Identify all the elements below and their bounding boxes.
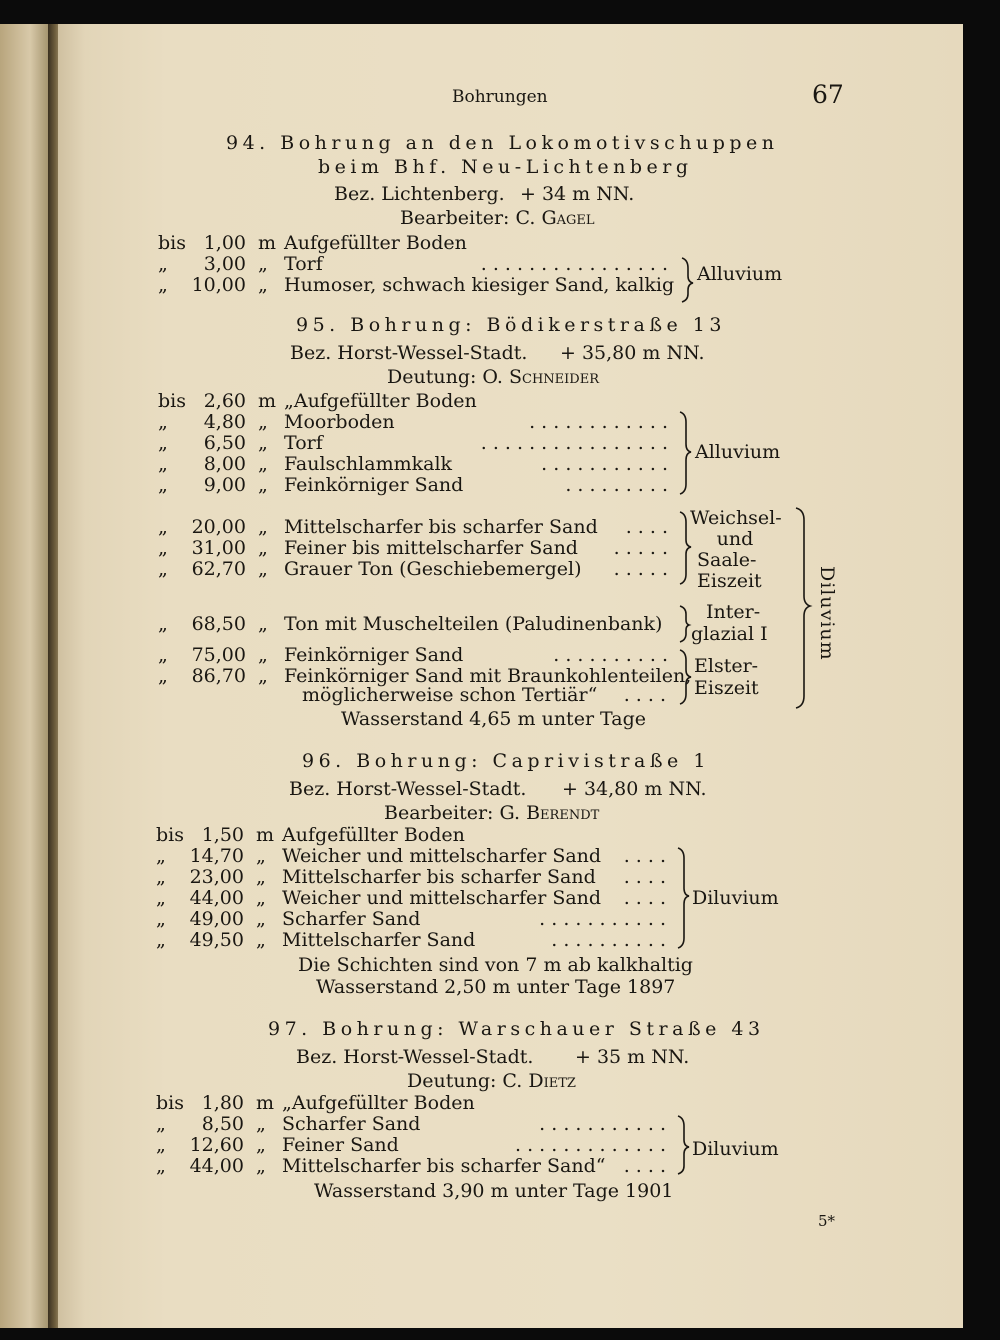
- bore95-continuation: möglicherweise schon Tertiär“: [302, 684, 598, 706]
- page-number: 67: [812, 80, 844, 109]
- row-depth: 8,50: [201, 1113, 244, 1135]
- bore94-title-line2: beim Bhf. Neu-Lichtenberg: [318, 156, 693, 178]
- row-depth: 49,50: [189, 929, 244, 951]
- bore97-title: 97. Bohrung: Warschauer Straße 43: [268, 1018, 765, 1040]
- row-leader-dots: . . . . . . . . . . .: [539, 1113, 666, 1135]
- bore97-water: Wasserstand 3,90 m unter Tage 1901: [314, 1180, 674, 1202]
- brace-95-elster: [680, 650, 691, 704]
- row-prefix: bis: [158, 232, 186, 254]
- row-depth: 1,50: [201, 824, 244, 846]
- row-leader-dots: . . . . . . . . . . . .: [529, 411, 668, 433]
- row-prefix: „: [156, 929, 166, 951]
- row-depth: 49,00: [189, 908, 244, 930]
- row-unit: „: [256, 845, 266, 867]
- row-depth: 86,70: [191, 665, 246, 687]
- brace-95-interglazial: [680, 606, 689, 642]
- row-unit: m: [258, 232, 277, 254]
- row-description: „Aufgefüllter Boden: [282, 1092, 475, 1114]
- bore95-group-elster-2: Eiszeit: [694, 677, 759, 699]
- row-leader-dots: . . . . . . . . . .: [553, 644, 668, 666]
- row-prefix: „: [156, 887, 166, 909]
- row-description: Scharfer Sand: [282, 1113, 421, 1135]
- row-unit: „: [258, 474, 268, 496]
- bore97-editor: Deutung: C. Dietz: [407, 1070, 576, 1092]
- row-depth: 9,00: [203, 474, 246, 496]
- row-leader-dots: . . . .: [623, 887, 666, 909]
- row-depth: 20,00: [191, 516, 246, 538]
- bore94-title-line1: 94. Bohrung an den Lokomotivschuppen: [226, 132, 779, 154]
- row-prefix: bis: [156, 1092, 184, 1114]
- row-unit: „: [256, 908, 266, 930]
- row-unit: „: [258, 558, 268, 580]
- row-prefix: „: [158, 453, 168, 475]
- row-leader-dots: . . . .: [623, 1155, 666, 1177]
- row-description: Torf: [284, 432, 323, 454]
- row-unit: „: [258, 537, 268, 559]
- brace-95-diluvium: [796, 508, 810, 708]
- bore95-group-alluvium: Alluvium: [695, 441, 781, 463]
- row-prefix: „: [158, 537, 168, 559]
- row-leader-dots: . . . .: [623, 845, 666, 867]
- bore97-district: Bez. Horst-Wessel-Stadt.: [296, 1046, 534, 1068]
- row-depth: 1,00: [203, 232, 246, 254]
- row-description: Feinkörniger Sand: [284, 474, 464, 496]
- brace-95-alluvium: [680, 412, 691, 494]
- row-leader-dots: . . . . . . . . . . . . . . . .: [480, 432, 668, 454]
- bore95-group-diluvium: Diluvium: [816, 566, 838, 661]
- row-prefix: „: [158, 411, 168, 433]
- row-depth: 23,00: [189, 866, 244, 888]
- row-depth: 44,00: [189, 887, 244, 909]
- row-unit: „: [258, 411, 268, 433]
- row-unit: m: [258, 390, 277, 412]
- row-depth: 3,00: [203, 253, 246, 275]
- brace-97-diluvium: [678, 1116, 689, 1174]
- bore94-group-label: Alluvium: [697, 263, 783, 285]
- row-depth: 14,70: [189, 845, 244, 867]
- row-prefix: „: [158, 474, 168, 496]
- row-unit: „: [258, 453, 268, 475]
- row-depth: 1,80: [201, 1092, 244, 1114]
- bore95-elevation: + 35,80 m NN.: [560, 342, 705, 364]
- row-depth: 6,50: [203, 432, 246, 454]
- row-depth: 31,00: [191, 537, 246, 559]
- bore95-group-weichsel-4: Eiszeit: [697, 570, 762, 592]
- row-unit: m: [256, 824, 275, 846]
- row-leader-dots: . . . . . . . . . . . . .: [515, 1134, 666, 1156]
- row-description: Faulschlammkalk: [284, 453, 453, 475]
- row-leader-dots: . . . .: [625, 516, 668, 538]
- row-leader-dots: . . . . . . . . .: [565, 474, 668, 496]
- row-depth: 8,00: [203, 453, 246, 475]
- row-prefix: bis: [158, 390, 186, 412]
- bore95-group-inter-2: glazial I: [691, 623, 768, 645]
- bore94-elevation: + 34 m NN.: [520, 183, 635, 205]
- row-depth: 12,60: [189, 1134, 244, 1156]
- bore95-group-weichsel-3: Saale-: [697, 549, 757, 571]
- row-description: Grauer Ton (Geschiebemergel): [284, 558, 582, 580]
- row-description: Feiner Sand: [282, 1134, 399, 1156]
- row-prefix: bis: [156, 824, 184, 846]
- bore95-group-weichsel-2: und: [716, 528, 754, 550]
- bore94-district: Bez. Lichtenberg.: [334, 183, 505, 205]
- row-description: Mittelscharfer bis scharfer Sand: [282, 866, 596, 888]
- row-unit: m: [256, 1092, 275, 1114]
- row-depth: 4,80: [203, 411, 246, 433]
- row-description: „Aufgefüllter Boden: [284, 390, 477, 412]
- bore95-water: Wasserstand 4,65 m unter Tage: [341, 708, 646, 730]
- row-prefix: „: [156, 1113, 166, 1135]
- row-leader-dots: . . . . .: [613, 558, 668, 580]
- running-head: Bohrungen: [452, 87, 548, 107]
- row-description: Weicher und mittelscharfer Sand: [282, 845, 602, 867]
- row-prefix: „: [158, 253, 168, 275]
- row-unit: „: [258, 253, 268, 275]
- row-unit: „: [256, 887, 266, 909]
- row-description: Mittelscharfer bis scharfer Sand“: [282, 1155, 606, 1177]
- bore96-district: Bez. Horst-Wessel-Stadt.: [289, 778, 527, 800]
- row-prefix: „: [156, 1155, 166, 1177]
- bore96-editor: Bearbeiter: G. Berendt: [384, 802, 600, 824]
- row-unit: „: [256, 1155, 266, 1177]
- row-description: Feinkörniger Sand mit Braunkohlenteilen,: [284, 665, 692, 687]
- bore96-title: 96. Bohrung: Caprivistraße 1: [302, 750, 710, 772]
- row-unit: „: [258, 516, 268, 538]
- bore95-continuation-dots: . . . .: [623, 684, 666, 706]
- row-description: Aufgefüllter Boden: [282, 824, 465, 846]
- row-description: Weicher und mittelscharfer Sand: [282, 887, 602, 909]
- row-unit: „: [256, 929, 266, 951]
- brace-96-diluvium: [678, 848, 689, 948]
- row-depth: 44,00: [189, 1155, 244, 1177]
- row-description: Moorboden: [284, 411, 395, 433]
- row-prefix: „: [156, 1134, 166, 1156]
- row-depth: 75,00: [191, 644, 246, 666]
- row-depth: 2,60: [203, 390, 246, 412]
- bore95-group-elster-1: Elster-: [694, 655, 759, 677]
- row-prefix: „: [158, 644, 168, 666]
- row-leader-dots: . . . .: [623, 866, 666, 888]
- bore96-elevation: + 34,80 m NN.: [562, 778, 707, 800]
- row-prefix: „: [156, 845, 166, 867]
- row-description: Feiner bis mittelscharfer Sand: [284, 537, 578, 559]
- row-unit: „: [258, 274, 268, 296]
- row-unit: „: [256, 1134, 266, 1156]
- bore95-district: Bez. Horst-Wessel-Stadt.: [290, 342, 528, 364]
- row-leader-dots: . . . . . . . . . . .: [539, 908, 666, 930]
- row-unit: „: [258, 432, 268, 454]
- row-depth: 62,70: [191, 558, 246, 580]
- row-leader-dots: . . . . .: [613, 537, 668, 559]
- row-depth: 10,00: [191, 274, 246, 296]
- row-prefix: „: [156, 908, 166, 930]
- row-description: Feinkörniger Sand: [284, 644, 464, 666]
- row-description: Mittelscharfer bis scharfer Sand: [284, 516, 598, 538]
- bore94-editor: Bearbeiter: C. Gagel: [400, 207, 595, 229]
- row-leader-dots: . . . . . . . . . . .: [541, 453, 668, 475]
- brace-95-weichsel: [680, 512, 691, 584]
- bore97-elevation: + 35 m NN.: [575, 1046, 690, 1068]
- row-unit: „: [258, 613, 268, 635]
- row-prefix: „: [158, 432, 168, 454]
- bore95-editor: Deutung: O. Schneider: [387, 366, 599, 388]
- row-unit: „: [258, 665, 268, 687]
- row-unit: „: [256, 1113, 266, 1135]
- row-prefix: „: [158, 665, 168, 687]
- row-prefix: „: [158, 516, 168, 538]
- row-prefix: „: [156, 866, 166, 888]
- bore97-group-label: Diluvium: [692, 1138, 779, 1160]
- row-description: Humoser, schwach kiesiger Sand, kalkig: [284, 274, 675, 296]
- row-description: Torf: [284, 253, 323, 275]
- row-description: Scharfer Sand: [282, 908, 421, 930]
- bore96-note-calcareous: Die Schichten sind von 7 m ab kalkhaltig: [298, 954, 693, 976]
- bore96-group-label: Diluvium: [692, 887, 779, 909]
- brace-94-alluvium: [682, 258, 693, 302]
- bore95-group-weichsel-1: Weichsel-: [690, 507, 782, 529]
- row-description: Aufgefüllter Boden: [284, 232, 467, 254]
- bore95-group-inter-1: Inter-: [706, 601, 761, 623]
- row-prefix: „: [158, 558, 168, 580]
- row-depth: 68,50: [191, 613, 246, 635]
- row-leader-dots: . . . . . . . . . . . . . . . .: [480, 253, 668, 275]
- bore96-water: Wasserstand 2,50 m unter Tage 1897: [316, 976, 676, 998]
- row-leader-dots: . . . . . . . . . .: [551, 929, 666, 951]
- row-unit: „: [256, 866, 266, 888]
- signature-mark: 5*: [818, 1212, 836, 1230]
- row-prefix: „: [158, 613, 168, 635]
- row-prefix: „: [158, 274, 168, 296]
- bore95-title: 95. Bohrung: Bödikerstraße 13: [296, 314, 726, 336]
- row-description: Mittelscharfer Sand: [282, 929, 476, 951]
- row-description: Ton mit Muschelteilen (Paludinenbank): [284, 613, 663, 635]
- row-unit: „: [258, 644, 268, 666]
